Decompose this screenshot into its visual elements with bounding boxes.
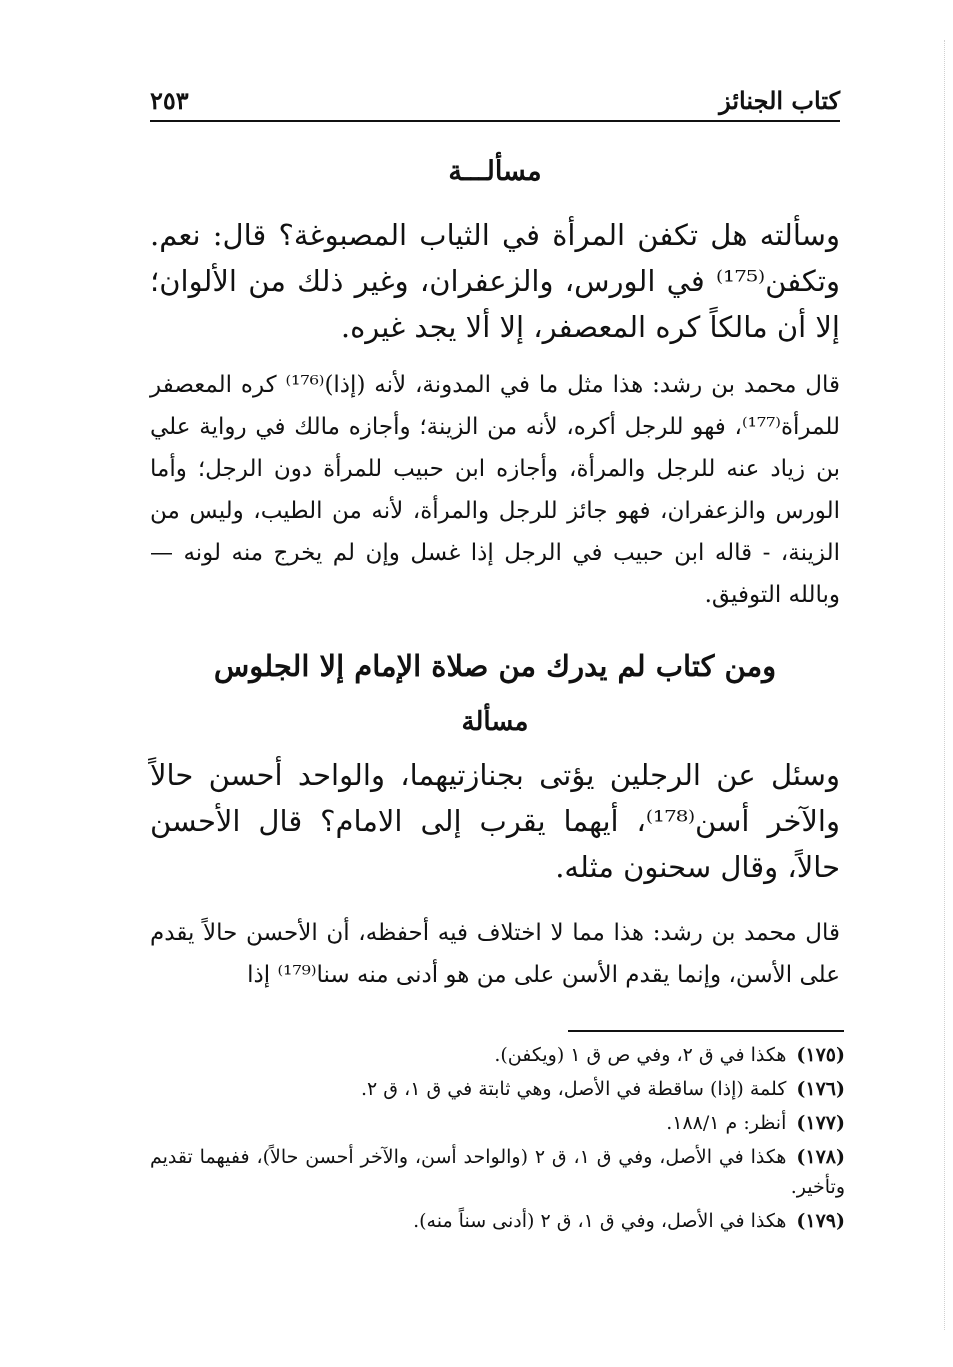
footnote-number: (١٧٦) <box>796 1078 845 1100</box>
footnote-item <box>150 1040 845 1070</box>
question-paragraph-1: وسألته هل تكفن المرأة في الثياب المصبوغة؟ قال: نعم. وتكفن⁽¹⁷⁵⁾ في الورس، والزعفران، وغير ذلك من الألوان؛ إلا أن مالكاً كره المعصفر، إلا ألا يجد غيره. <box>150 218 840 344</box>
footnote-text: هكذا في الأصل، وفي ق ١، ق ٢ (والواحد أسن، والآخر أحسن حالاً)، ففيهما تقديم وتأخير. <box>150 1146 845 1198</box>
footnote-item <box>150 1206 845 1236</box>
page-number: ٢٥٣ <box>150 86 189 115</box>
footnote-text: هكذا في الأصل، وفي ق ١، ق ٢ (أدنى سناً منه). <box>413 1210 787 1232</box>
header-divider <box>150 120 840 122</box>
footnote-item <box>150 1142 845 1202</box>
section-heading-masala-1: مسألـــة <box>448 156 542 187</box>
question-paragraph-2: وسئل عن الرجلين يؤتى بجنازتيهما، والواحد أحسن حالاً والآخر أسن⁽¹⁷⁸⁾، أيهما يقرب إلى الامام؟ قال الأحسن حالاً، وقال سحنون مثله. <box>150 758 840 884</box>
running-header <box>150 86 840 118</box>
footnote-number: (١٧٩) <box>796 1210 845 1232</box>
chapter-title: ومن كتاب لم يدرك من صلاة الإمام إلا الجلوس <box>213 649 777 683</box>
running-title: كتاب الجنائز <box>719 86 840 115</box>
footnote-number: (١٧٧) <box>796 1112 845 1134</box>
footnote-text: كلمة (إذا) ساقطة في الأصل، وهي ثابتة في ق ١، ق ٢. <box>361 1078 787 1100</box>
footnote-number: (١٧٨) <box>796 1146 845 1168</box>
footnotes-list <box>150 1040 845 1240</box>
footnote-text: أنظر: م ١٨٨/١. <box>666 1112 787 1134</box>
footnote-number: (١٧٥) <box>796 1044 845 1066</box>
scan-edge-mark <box>941 40 945 1330</box>
footnote-divider <box>568 1030 844 1032</box>
footnote-item <box>150 1108 845 1138</box>
commentary-paragraph-1: قال محمد بن رشد: هذا مثل ما في المدونة، لأنه (إذا)⁽¹⁷⁶⁾ كره المعصفر للمرأة⁽¹⁷⁷⁾، فهو للرجل أكره، لأنه من الزينة؛ وأجازه مالك في رواية علي بن زياد عنه للرجل والمرأة، وأجازه ابن حبيب للمرأة دون الرجل؛ وأما الورس والزعفران، فهو جائز للرجل والمرأة، لأنه من الطيب، وليس من الزينة، - قاله ابن حبيب في الرجل إذا غسل وإن لم يخرج منه لونه — وبالله التوفيق. <box>150 372 840 608</box>
commentary-paragraph-2: قال محمد بن رشد: هذا مما لا اختلاف فيه أحفظه، أن الأحسن حالاً يقدم على الأسن، وإنما يقدم الأسن على من هو أدنى منه سنا⁽¹⁷⁹⁾ إذا <box>150 920 840 988</box>
section-heading-masala-2: مسألة <box>461 707 529 737</box>
footnote-item <box>150 1074 845 1104</box>
footnote-text: هكذا في ق ٢، وفي ص ق ١ (ويكفن). <box>494 1044 787 1066</box>
